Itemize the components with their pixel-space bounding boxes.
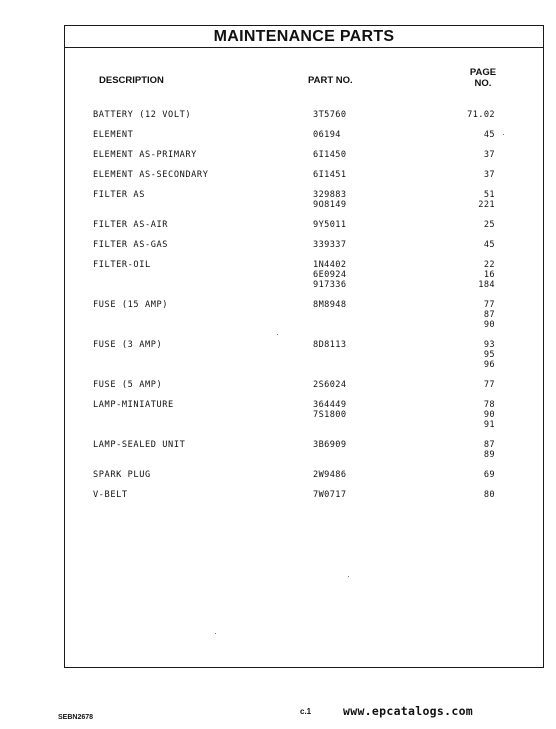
row-page-number: 16 bbox=[483, 270, 495, 280]
row-part-number: 8D8113 bbox=[313, 340, 347, 350]
row-page-number: 91 bbox=[483, 420, 495, 430]
row-description: V-BELT bbox=[93, 490, 128, 500]
row-page-number: 25 bbox=[483, 220, 495, 230]
header-page-line1: PAGE bbox=[469, 67, 497, 78]
row-description: FUSE (15 AMP) bbox=[93, 300, 169, 310]
row-part-number: 6I1451 bbox=[313, 170, 347, 180]
row-part-number: 1N4402 bbox=[313, 260, 347, 270]
row-page-number: 77 bbox=[483, 300, 495, 310]
row-page-number: 95 bbox=[483, 350, 495, 360]
row-description: FILTER AS bbox=[93, 190, 145, 200]
row-page-number: 22 bbox=[483, 260, 495, 270]
row-page-number: 87 bbox=[483, 310, 495, 320]
header-page-line2: NO. bbox=[474, 78, 492, 89]
row-description: LAMP-MINIATURE bbox=[93, 400, 174, 410]
row-description: FUSE (5 AMP) bbox=[93, 380, 163, 390]
row-page-number: 78 bbox=[483, 400, 495, 410]
scan-speck bbox=[503, 134, 504, 135]
row-description: ELEMENT bbox=[93, 130, 134, 140]
row-page-number: 71.02 bbox=[467, 110, 495, 120]
row-part-number: 3B6909 bbox=[313, 440, 347, 450]
row-part-number: 339337 bbox=[313, 240, 347, 250]
title-bar bbox=[65, 26, 543, 48]
row-description: FILTER-OIL bbox=[93, 260, 151, 270]
page-title: MAINTENANCE PARTS bbox=[213, 27, 395, 45]
row-description: FUSE (3 AMP) bbox=[93, 340, 163, 350]
row-description: BATTERY (12 VOLT) bbox=[93, 110, 192, 120]
scan-speck bbox=[348, 576, 349, 577]
row-part-number: 6E0924 bbox=[313, 270, 347, 280]
row-page-number: 87 bbox=[483, 440, 495, 450]
row-page-number: 96 bbox=[483, 360, 495, 370]
row-description: ELEMENT AS-PRIMARY bbox=[93, 150, 197, 160]
row-part-number: 2S6024 bbox=[313, 380, 347, 390]
row-description: LAMP-SEALED UNIT bbox=[93, 440, 186, 450]
header-page-no bbox=[455, 67, 511, 89]
row-part-number: 7S1800 bbox=[313, 410, 347, 420]
row-description: FILTER AS-AIR bbox=[93, 220, 169, 230]
row-part-number: 9Y5011 bbox=[313, 220, 347, 230]
row-description: ELEMENT AS-SECONDARY bbox=[93, 170, 209, 180]
row-page-number: 45 bbox=[483, 240, 495, 250]
header-description: DESCRIPTION bbox=[99, 75, 164, 86]
row-page-number: 89 bbox=[483, 450, 495, 460]
row-part-number: 6I1450 bbox=[313, 150, 347, 160]
header-part-no: PART NO. bbox=[308, 75, 353, 86]
maintenance-parts-table bbox=[64, 25, 544, 668]
scan-speck bbox=[277, 334, 278, 335]
row-page-number: 221 bbox=[478, 200, 495, 210]
row-page-number: 37 bbox=[483, 170, 495, 180]
row-page-number: 93 bbox=[483, 340, 495, 350]
row-part-number: 917336 bbox=[313, 280, 347, 290]
row-page-number: 69 bbox=[483, 470, 495, 480]
row-page-number: 37 bbox=[483, 150, 495, 160]
row-page-number: 45 bbox=[483, 130, 495, 140]
page-label: c.1 bbox=[300, 707, 312, 716]
row-part-number: 7W0717 bbox=[313, 490, 347, 500]
row-part-number: 8M8948 bbox=[313, 300, 347, 310]
document-code: SEBN2678 bbox=[58, 714, 94, 721]
row-page-number: 51 bbox=[483, 190, 495, 200]
row-description: FILTER AS-GAS bbox=[93, 240, 169, 250]
row-part-number: 329883 bbox=[313, 190, 347, 200]
row-page-number: 77 bbox=[483, 380, 495, 390]
row-page-number: 184 bbox=[478, 280, 495, 290]
row-part-number: 06194 bbox=[313, 130, 341, 140]
website-watermark[interactable]: www.epcatalogs.com bbox=[343, 704, 474, 718]
row-part-number: 364449 bbox=[313, 400, 347, 410]
row-part-number: 9O8149 bbox=[313, 200, 347, 210]
row-page-number: 80 bbox=[483, 490, 495, 500]
row-page-number: 90 bbox=[483, 320, 495, 330]
row-part-number: 3T5760 bbox=[313, 110, 347, 120]
row-description: SPARK PLUG bbox=[93, 470, 151, 480]
row-page-number: 90 bbox=[483, 410, 495, 420]
scan-speck bbox=[215, 633, 216, 634]
row-part-number: 2W9486 bbox=[313, 470, 347, 480]
